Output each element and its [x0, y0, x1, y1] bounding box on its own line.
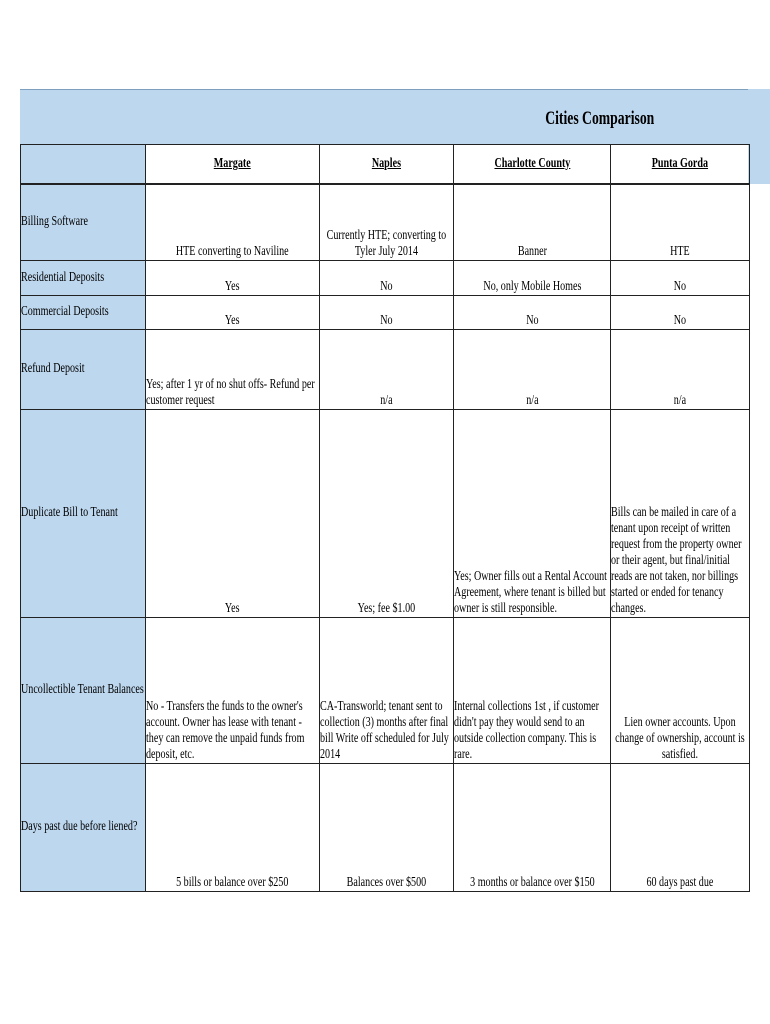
- column-header-naples: Naples: [320, 145, 454, 185]
- header-row: [21, 145, 750, 185]
- table-row: [21, 763, 750, 891]
- table-cell: CA-Transworld; tenant sent to collection (3) months after final bill Write off scheduled for July 2014: [320, 617, 454, 763]
- table-cell: Yes: [146, 260, 320, 295]
- table-cell: 5 bills or balance over $250: [146, 763, 320, 891]
- row-label: Commercial Deposits: [21, 295, 146, 329]
- column-header-punta-gorda: Punta Gorda: [611, 145, 750, 185]
- table-cell: Banner: [454, 184, 611, 260]
- row-label: Billing Software: [21, 184, 146, 260]
- table-cell: Yes: [146, 409, 320, 617]
- table-cell: Yes; Owner fills out a Rental Account Agreement, where tenant is billed but owner is still responsible.: [454, 409, 611, 617]
- comparison-table: [20, 144, 750, 892]
- table-cell: No: [611, 295, 750, 329]
- table-row: [21, 184, 750, 260]
- table-cell: No: [320, 295, 454, 329]
- table-cell: Balances over $500: [320, 763, 454, 891]
- table-cell: n/a: [454, 329, 611, 409]
- table-row: [21, 329, 750, 409]
- table-cell: n/a: [320, 329, 454, 409]
- table-cell: Currently HTE; converting to Tyler July 2014: [320, 184, 454, 260]
- page-title: Cities Comparison: [545, 108, 655, 129]
- table-cell: No: [611, 260, 750, 295]
- row-label: Residential Deposits: [21, 260, 146, 295]
- row-label: Refund Deposit: [21, 329, 146, 409]
- title-band-extension: [748, 89, 770, 184]
- table-row: [21, 409, 750, 617]
- row-label: Uncollectible Tenant Balances: [21, 617, 146, 763]
- table-cell: Yes; fee $1.00: [320, 409, 454, 617]
- table-cell: HTE: [611, 184, 750, 260]
- table-cell: No, only Mobile Homes: [454, 260, 611, 295]
- table-cell: n/a: [611, 329, 750, 409]
- table-row: [21, 295, 750, 329]
- table-row: [21, 617, 750, 763]
- header-corner: [21, 145, 146, 185]
- row-label: Days past due before liened?: [21, 763, 146, 891]
- table-cell: Yes: [146, 295, 320, 329]
- table-cell: HTE converting to Naviline: [146, 184, 320, 260]
- table-cell: 3 months or balance over $150: [454, 763, 611, 891]
- table-cell: No: [454, 295, 611, 329]
- row-label: Duplicate Bill to Tenant: [21, 409, 146, 617]
- table-cell: Lien owner accounts. Upon change of ownership, account is satisfied.: [611, 617, 750, 763]
- table-cell: 60 days past due: [611, 763, 750, 891]
- column-header-margate: Margate: [146, 145, 320, 185]
- table-cell: Yes; after 1 yr of no shut offs- Refund per customer request: [146, 329, 320, 409]
- column-header-charlotte-county: Charlotte County: [454, 145, 611, 185]
- table-cell: No: [320, 260, 454, 295]
- table-row: [21, 260, 750, 295]
- table-cell: Bills can be mailed in care of a tenant upon receipt of written request from the property owner or their agent, but final/initial reads are not taken, nor billings started or ended for tenancy changes.: [611, 409, 750, 617]
- table-cell: Internal collections 1st , if customer didn't pay they would send to an outside collection company. This is rare.: [454, 617, 611, 763]
- table-cell: No - Transfers the funds to the owner's account. Owner has lease with tenant - they can remove the unpaid funds from deposit, etc.: [146, 617, 320, 763]
